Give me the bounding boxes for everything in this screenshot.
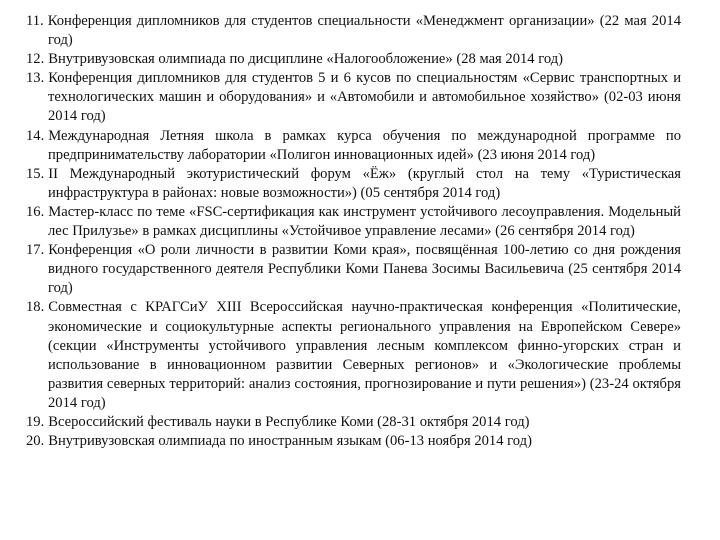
item-text: Конференция дипломников для студентов 5 и 6 кусов по специальностям «Сервис транспортных и технологических машин и оборудования» и «Автомобили и автомобильное хозяйство» (02-03 июня 2014 год) xyxy=(48,70,681,125)
list-item xyxy=(26,432,681,451)
item-text: Всероссийский фестиваль науки в Республике Коми (28-31 октября 2014 год) xyxy=(48,413,530,430)
item-number: 20. xyxy=(26,433,45,450)
item-text: Мастер-класс по теме «FSC-сертификация как инструмент устойчивого лесоуправления. Модельный лес Прилузье» в рамках дисциплины «Устойчивое управление лесами» (26 сентября 2014 год) xyxy=(48,203,681,240)
list-item xyxy=(26,298,681,413)
item-number: 17. xyxy=(26,242,45,259)
item-number: 13. xyxy=(26,70,45,87)
list-item xyxy=(26,241,681,298)
item-text: Внутривузовская олимпиада по дисциплине «Налогообложение» (28 мая 2014 год) xyxy=(48,51,564,68)
item-text: Конференция «О роли личности в развитии Коми края», посвящённая 100-летию со дня рождения видного государственного деятеля Республики Коми Панева Зосимы Васильевича (25 сентября 2014 год) xyxy=(48,242,681,297)
item-text: Конференция дипломников для студентов специальности «Менеджмент организации» (22 мая 2014 год) xyxy=(47,13,681,49)
list-item xyxy=(26,127,681,165)
event-list xyxy=(26,12,681,451)
item-text: II Международный экотуристический форум «Ёж» (круглый стол на тему «Туристическая инфраструктура в районах: новые возможности») (05 сентября 2014 год) xyxy=(48,165,681,201)
item-number: 18. xyxy=(26,299,45,316)
list-item xyxy=(26,413,681,432)
item-text: Совместная с КРАГСиУ XIII Всероссийская научно-практическая конференция «Политические, экономические и социокультурные аспекты регионального управления на Европейском Севере» (секции «Инструменты устойчивого управления лесным комплексом финно-угорских стран и использование в инновационном развитии Северных регионов» и «Экологические проблемы развития северных территорий: анализ состояния, прогнозирование и пути решения») (23-24 октября 2014 год) xyxy=(48,299,681,411)
list-item xyxy=(26,165,681,203)
list-item xyxy=(26,203,681,241)
item-number: 19. xyxy=(26,413,45,430)
item-number: 14. xyxy=(26,127,45,144)
list-item xyxy=(26,50,681,69)
item-text: Внутривузовская олимпиада по иностранным языкам (06-13 ноября 2014 год) xyxy=(48,433,532,450)
item-number: 12. xyxy=(26,51,45,68)
item-number: 15. xyxy=(26,165,45,182)
item-text: Международная Летняя школа в рамках курса обучения по международной программе по предпринимательству лаборатории «Полигон инновационных идей» (23 июня 2014 год) xyxy=(48,127,681,163)
list-item xyxy=(26,69,681,126)
item-number: 11. xyxy=(26,13,44,29)
list-item xyxy=(26,12,681,50)
item-number: 16. xyxy=(26,203,45,220)
